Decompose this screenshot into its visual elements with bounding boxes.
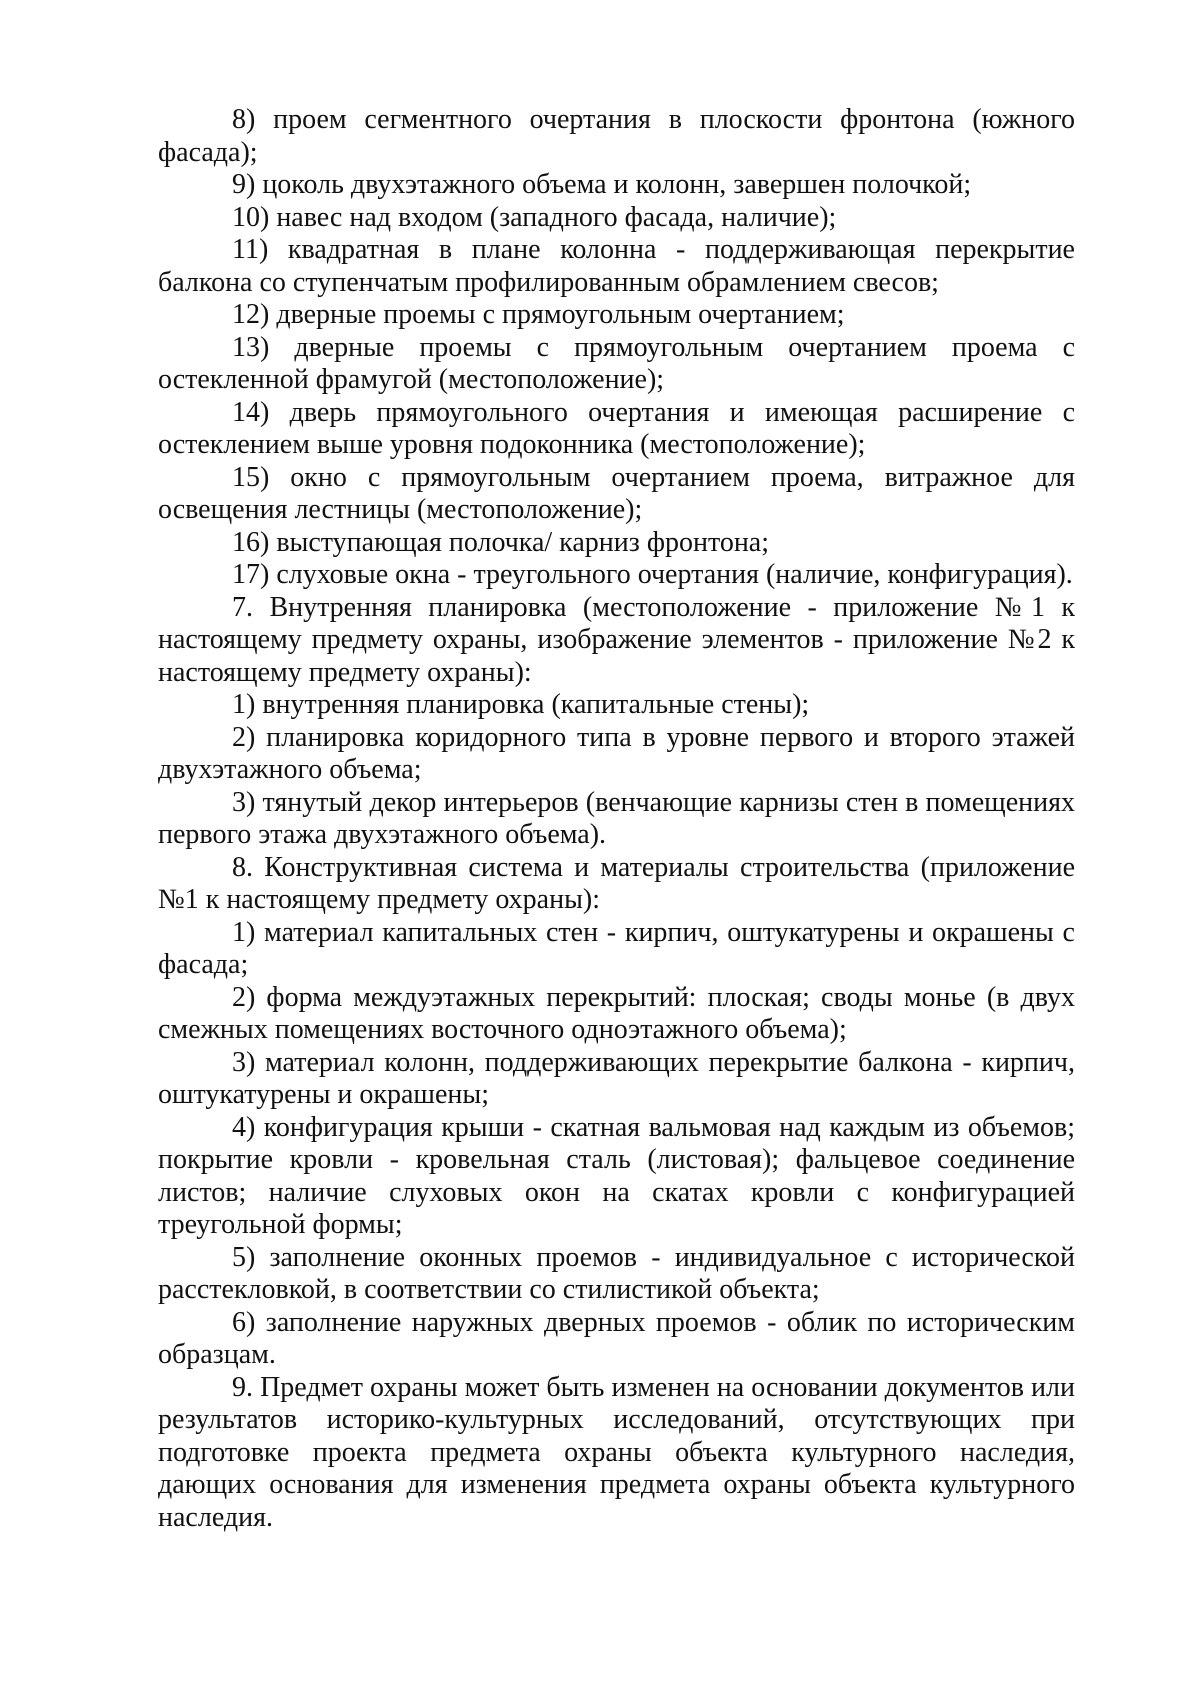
paragraph: 4) конфигурация крыши - скатная вальмовая над каждым из объемов; покрытие кровли - кровельная сталь (листовая); фальцевое соединение листов; наличие слуховых окон на скатах кровли с конфигурацией треугольной формы;: [158, 1111, 1075, 1240]
paragraph: 2) форма междуэтажных перекрытий: плоская; своды монье (в двух смежных помещениях восточного одноэтажного объема);: [158, 981, 1075, 1045]
paragraph: 14) дверь прямоугольного очертания и имеющая расширение с остеклением выше уровня подоконника (местоположение);: [158, 396, 1075, 460]
paragraph: 15) окно с прямоугольным очертанием проема, витражное для освещения лестницы (местоположение);: [158, 461, 1075, 525]
paragraph: 6) заполнение наружных дверных проемов - облик по историческим образцам.: [158, 1306, 1075, 1370]
paragraph: 11) квадратная в плане колонна - поддерживающая перекрытие балкона со ступенчатым профилированным обрамлением свесов;: [158, 234, 1075, 298]
paragraph: 10) навес над входом (западного фасада, наличие);: [232, 201, 837, 233]
paragraph: 1) материал капитальных стен - кирпич, оштукатурены и окрашены с фасада;: [158, 916, 1075, 980]
paragraph: 2) планировка коридорного типа в уровне первого и второго этажей двухэтажного объема;: [158, 721, 1075, 785]
paragraph: 13) дверные проемы с прямоугольным очертанием проема с остекленной фрамугой (местоположение);: [158, 331, 1075, 395]
paragraph: 9) цоколь двухэтажного объема и колонн, завершен полочкой;: [232, 169, 972, 200]
paragraph: 8) проем сегментного очертания в плоскости фронтона (южного фасада);: [158, 104, 1075, 168]
section-heading-8: 8. Конструктивная система и материалы строительства (приложение №1 к настоящему предмету охраны):: [158, 851, 1075, 915]
section-heading-9: 9. Предмет охраны может быть изменен на основании документов или результатов историко-культурных исследований, отсутствующих при подготовке проекта предмета охраны объекта культурного наследия, дающих основания для изменения предмета охраны объекта культурного наследия.: [158, 1371, 1075, 1533]
paragraph: 12) дверные проемы с прямоугольным очертанием;: [232, 299, 845, 330]
paragraph: 16) выступающая полочка/ карниз фронтона;: [232, 526, 770, 558]
document-page: [158, 104, 1075, 1534]
paragraph: 1) внутренняя планировка (капитальные стены);: [232, 689, 810, 720]
section-heading-7: 7. Внутренняя планировка (местоположение - приложение №1 к настоящему предмету охраны, изображение элементов - приложение №2 к настоящему предмету охраны):: [158, 591, 1075, 688]
paragraph: 5) заполнение оконных проемов - индивидуальное с исторической расстекловкой, в соответствии со стилистикой объекта;: [158, 1241, 1075, 1305]
paragraph: 17) слуховые окна - треугольного очертания (наличие, конфигурация).: [232, 559, 1073, 590]
paragraph: 3) тянутый декор интерьеров (венчающие карнизы стен в помещениях первого этажа двухэтажного объема).: [158, 786, 1075, 850]
paragraph: 3) материал колонн, поддерживающих перекрытие балкона - кирпич, оштукатурены и окрашены;: [158, 1046, 1075, 1110]
